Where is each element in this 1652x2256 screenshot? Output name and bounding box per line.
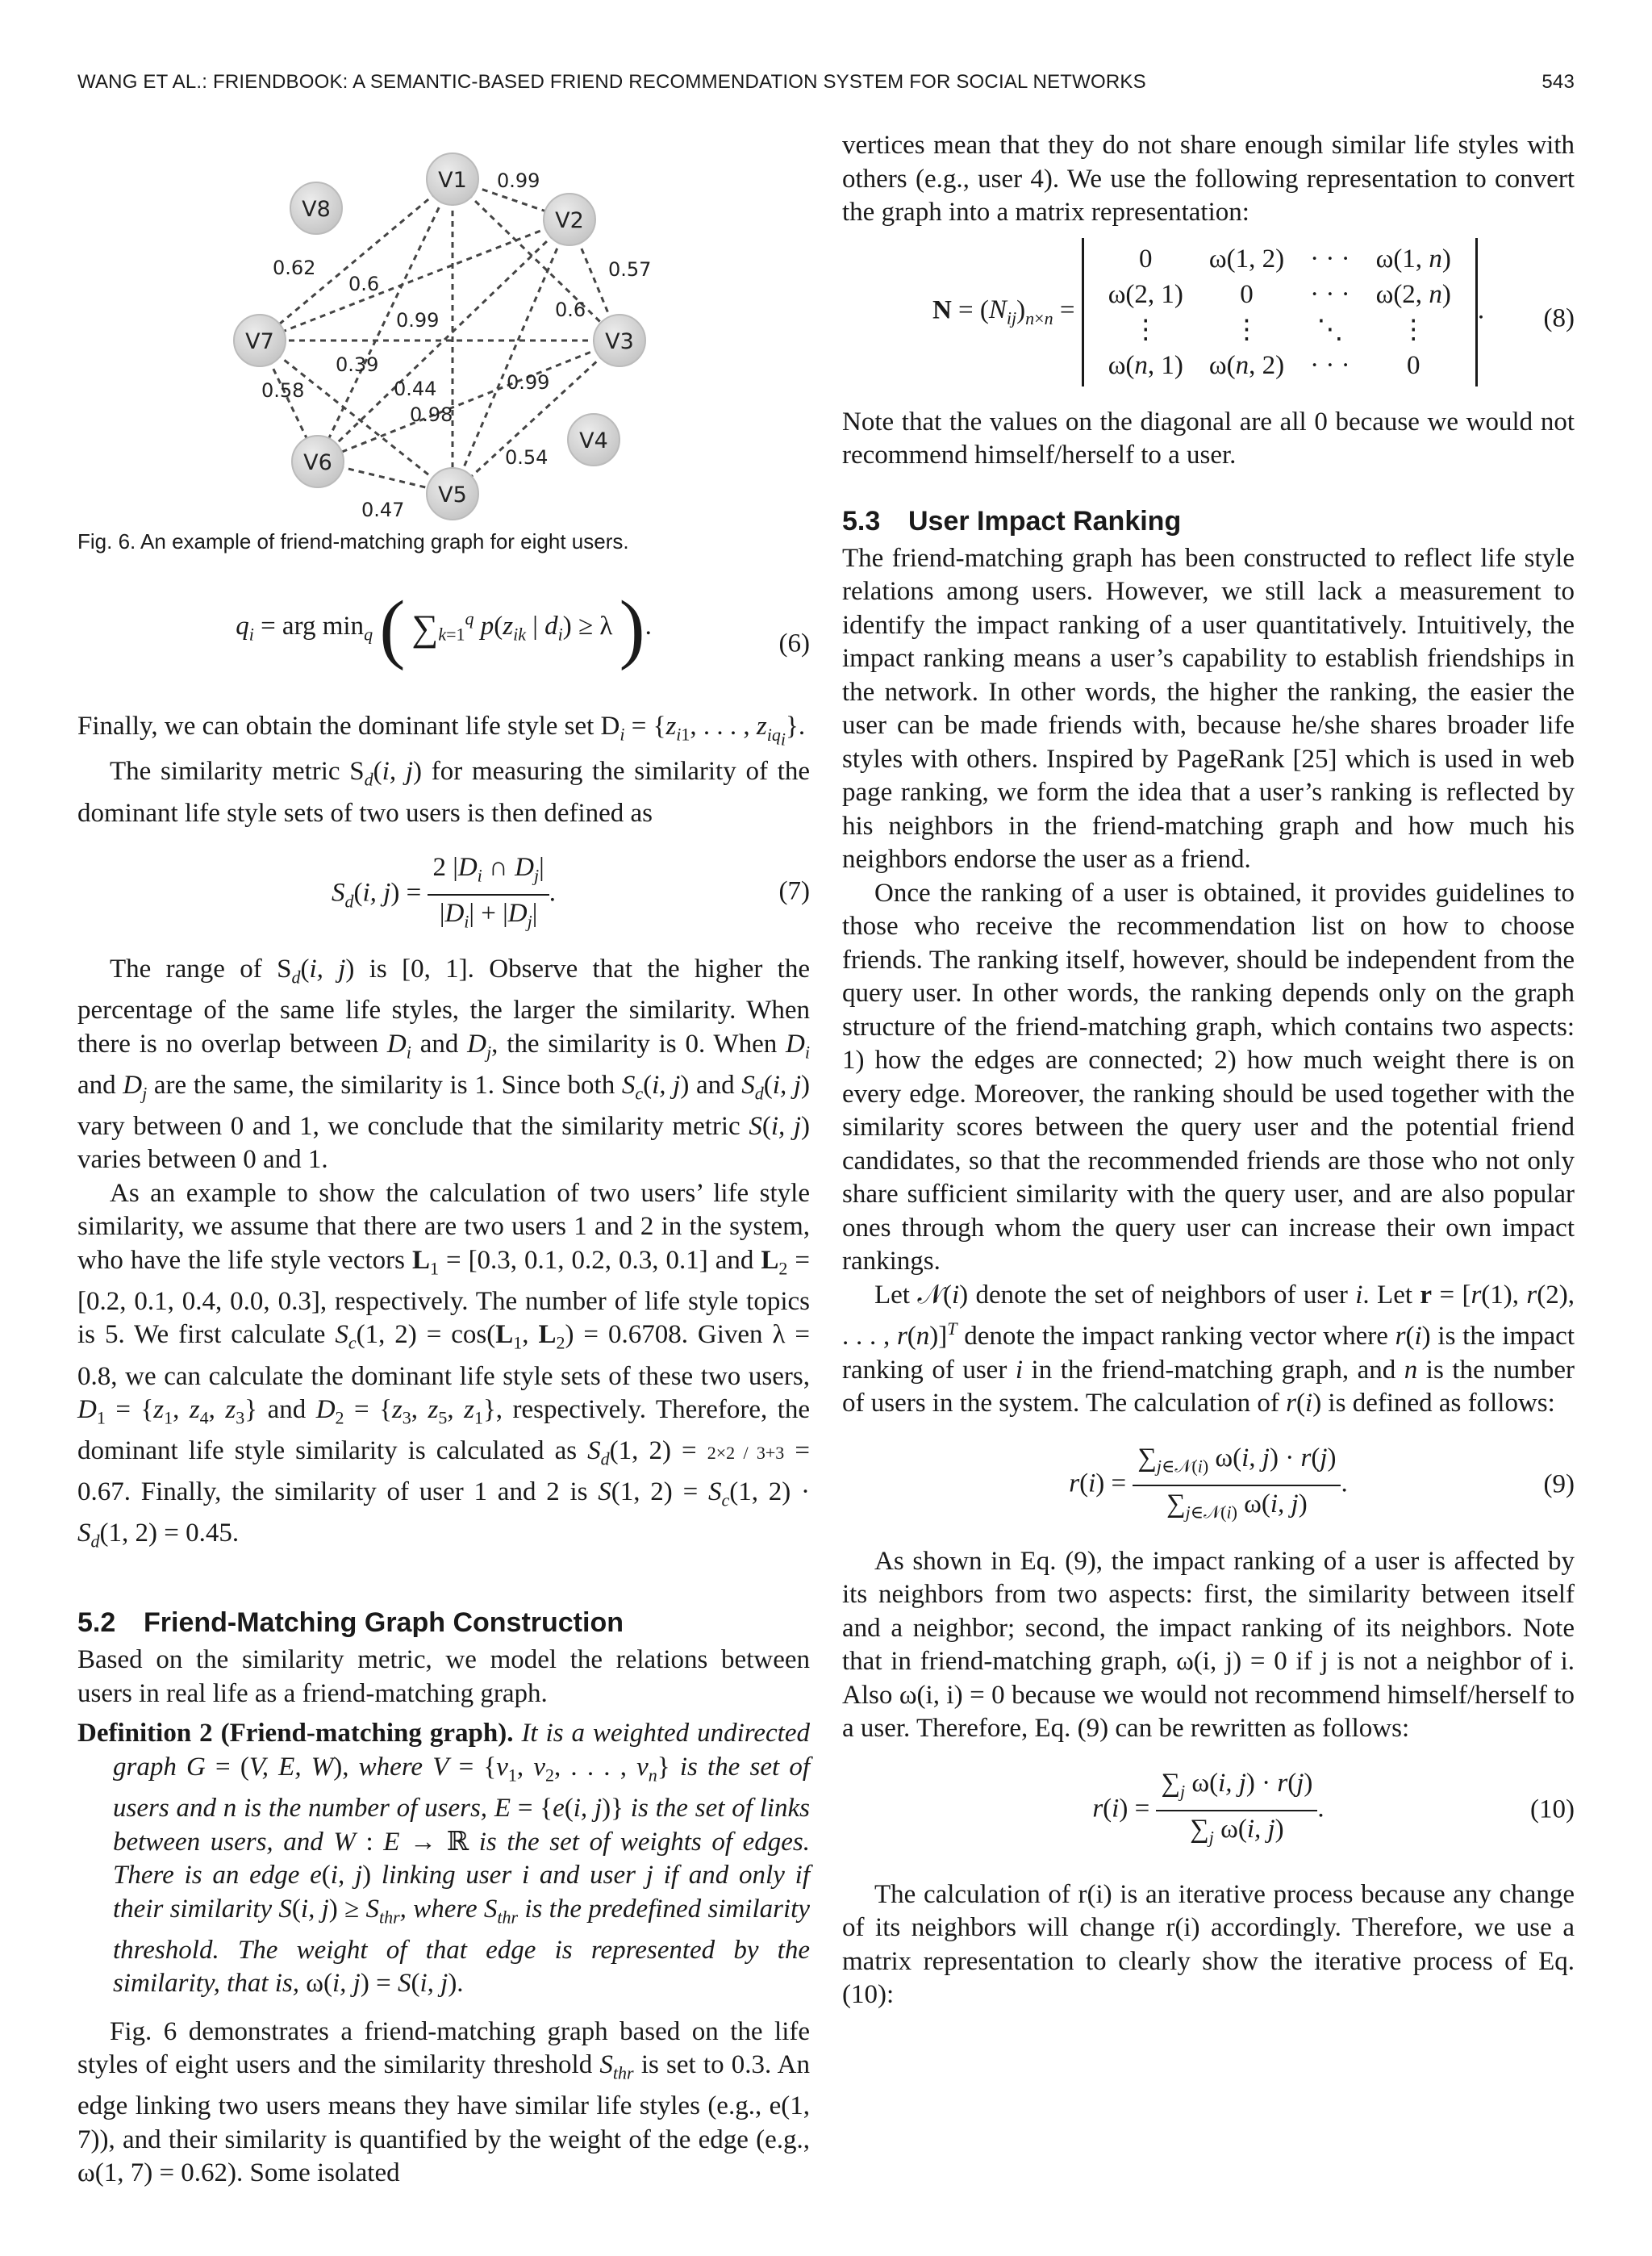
matrix-n: 0 ω(1, 2) · · · ω(1, n) ω(2, 1) 0 · · · ω(2, n) ⋮ ⋮ ⋱ ⋮ ω(n, 1) ω(n, 2) · · · 0 — [1082, 238, 1478, 386]
node-v4 — [568, 414, 620, 466]
paragraph: As an example to show the calculation of two users’ life style similarity, we assume that there are two users 1 and 2 in the system, who have the life style vectors $L_1 = [0.3$, 0.1, 0.2, 0.3, 0.1] and $L_2 = [0.2$, 0.1, 0.4, 0.0, 0.3], respectively. The number of life style topics is 5. We first calculate $S_c(1$, $2) = \cos(L_1$, $L_2) = 0.6708$. Given λ = 0.8, we can calculate the dominant life style sets of these two users, $D_1 = \{z_1$, $z_4$, $z_3$} and $D_2 = \{z_3$, $z_5$, $z_1$}, respectively. Therefore, the dominant life style similarity is calculated as $S_d(1$, 2) = 2×2 / 3+3 = 0.67. Finally, the similarity of user 1 and 2 is S(1, $2) = S_c(1$, $2) \cdot S_d(1$, 2) = 0.45. — [77, 1178, 811, 1552]
edge-label: 0.62 — [273, 257, 316, 279]
node-label-v6: V6 — [303, 450, 332, 475]
node-v6 — [292, 436, 344, 487]
equation-number: (9) — [1543, 1468, 1575, 1498]
equation-6: $q_i$ = arg $\min_q$ ( $\sum_{k=1}^q$ $p(z_{ik}$ | $d_i) \ge \lambda$ ). (6) — [236, 584, 810, 671]
running-title: WANG ET AL.: FRIENDBOOK: A SEMANTIC-BASED FRIEND RECOMMENDATION SYSTEM FOR SOCIAL NETWORKS — [77, 71, 1146, 93]
section-heading-5-2: 5.2 Friend-Matching Graph Construction — [77, 1607, 624, 1639]
edge-label: 0.58 — [261, 379, 305, 402]
node-label-v4: V4 — [579, 428, 608, 453]
figure-caption: Fig. 6. An example of friend-matching graph for eight users. — [77, 529, 629, 554]
paragraph: The similarity metric $S_d(i$, j) for measuring the similarity of the dominant life style sets of two users is then defined as — [77, 757, 811, 828]
paragraph: As shown in Eq. (9), the impact ranking of a user is affected by its neighbors from two aspects: first, the similarity between itself and a neighbor; second, the impact ranking of its neighbors. Note that in friend-matching graph, ω(i, j) = 0 if j is not a neighbor of i. Also ω(i, i) = 0 because we would not recommend himself/herself to a user. Therefore, Eq. (9) can be rewritten as follows: — [842, 1546, 1575, 1743]
right-column — [842, 129, 1575, 2012]
node-label-v7: V7 — [245, 329, 274, 354]
left-column — [77, 129, 810, 2191]
equation-number: (8) — [1543, 303, 1575, 332]
node-label-v8: V8 — [302, 197, 331, 222]
equation-8: $N = (N_{ij})_{n\times n}$ = 0 ω(1, 2) · · · ω(1, n) ω(2, 1) 0 · · · ω(2, n) ⋮ ⋮ ⋱ ⋮ ω(n, 1) ω(n, 2) · · · 0 . (8) — [842, 238, 1575, 399]
paragraph: Note that the values on the diagonal are all 0 because we would not recommend himself/herself to a user. — [842, 407, 1575, 470]
edge-label: 0.44 — [394, 378, 437, 400]
edge-label: 0.54 — [505, 446, 549, 469]
node-label-v1: V1 — [438, 168, 467, 193]
edge-label: 0.99 — [507, 371, 550, 394]
paragraph: The friend-matching graph has been constructed to reflect life style relations among users. However, we still lack a measurement to identify the impact ranking of a user quantitatively. Intuitively, the impact ranking means a user’s capability to establish friendships in the network. In other words, the higher the ranking, the easier the user can be made friends with, because he/she shares broader life styles with others. Inspired by PageRank [25] which is used in web page ranking, we form the idea that a user’s ranking is reflected by his neighbors in the friend-matching graph and how much his neighbors endorse the user as a friend. — [842, 543, 1575, 874]
edge-label: 0.99 — [497, 169, 540, 192]
equation-9: r(i) = $\frac{\sum_{j\in 𝒩(i)} \omega(i, j) \cdot r(j)}{\sum_{j\in 𝒩(i)} \omega(i, j)}$ . (9) — [1069, 1443, 1575, 1523]
edge-label: 0.6 — [555, 299, 586, 321]
equation-7: $S_d(i$, j) = $\frac{2 |D_i \cap D_j|}{|D_i| + |D_j|}$ . (7) — [332, 853, 810, 932]
edge-label: 0.47 — [361, 499, 405, 521]
edge-label: 0.57 — [608, 258, 652, 281]
page-number: 543 — [1541, 71, 1575, 93]
equation-10: r(i) = $\frac{\sum_j \omega(i, j) \cdot r(j)}{\sum_j \omega(i, j)}$ . (10) — [1092, 1768, 1575, 1848]
paragraph: The calculation of r(i) is an iterative process because any change of its neighbors will change r(i) accordingly. Therefore, we use a matrix representation to clearly show the iterative process of Eq. (10): — [842, 1879, 1575, 2009]
equation-number: (7) — [778, 876, 810, 906]
paragraph: Fig. 6 demonstrates a friend-matching graph based on the life styles of eight users and the similarity threshold $S_{thr}$ is set to 0.3. An edge linking two users means they have similar life styles (e.g., e(1, 7)), and their similarity is quantified by the weight of the edge (e.g., ω(1, 7) = 0.62). Some isolated — [77, 2016, 811, 2188]
node-v1 — [427, 153, 478, 205]
node-v7 — [234, 315, 286, 366]
node-v3 — [594, 315, 645, 366]
node-v8 — [290, 182, 342, 234]
graph-svg — [77, 129, 810, 524]
paragraph: Based on the similarity metric, we model the relations between users in real life as a friend-matching graph. — [77, 1645, 810, 1708]
paragraph: vertices mean that they do not share enough similar life styles with others (e.g., user 4). We use the following representation to convert the graph into a matrix representation: — [842, 131, 1575, 227]
edge-label: 0.6 — [348, 273, 380, 295]
edge-label: 0.39 — [336, 353, 379, 376]
equation-number: (6) — [778, 629, 810, 658]
definition-2: Definition 2 (Friend-matching graph). It is a weighted undirected graph G = (V, E, W), where $V = \{v_1$, $v_2$, . . . , $v_n$} is the set of users and n is the number of users, E = {e(i, j)} is the set of links between users, and W : E → ℝ is the set of weights of edges. There is an edge e(i, j) linking user i and user j if and only if their similarity S(i, $j) \ge S_{thr}$, where $S_{thr}$ is the predefined similarity threshold. The weight of that edge is represented by the similarity, that is, ω(i, j) = S(i, j). — [77, 1719, 810, 1999]
edge-label: 0.99 — [396, 309, 440, 332]
node-label-v2: V2 — [555, 208, 584, 233]
node-label-v3: V3 — [605, 329, 634, 354]
paragraph: The range of $S_d(i$, j) is [0, 1]. Observe that the higher the percentage of the same life styles, the larger the similarity. When there is no overlap between $D_i$ and $D_j$, the similarity is 0. When $D_i$ and $D_j$ are the same, the similarity is 1. Since both $S_c(i$, j) and $S_d(i$, j) vary between 0 and 1, we conclude that the similarity metric S(i, j) varies between 0 and 1. — [77, 955, 811, 1175]
edge-label: 0.98 — [410, 403, 453, 426]
paragraph: Finally, we can obtain the dominant life style set $D_i = \{z_{i1}$, . . . , $z_{iq_i}$}. — [77, 712, 806, 749]
edge-1-3 — [453, 179, 620, 340]
equation-number: (10) — [1530, 1794, 1575, 1824]
node-v5 — [427, 468, 478, 520]
running-header — [77, 71, 1575, 103]
paragraph: Let 𝒩(i) denote the set of neighbors of user i. Let r = [r(1), r(2), . . . , r(n)]$^T$ denote the impact ranking vector where r(i) is the impact ranking of user i in the friend-matching graph, and n is the number of users in the system. The calculation of r(i) is defined as follows: — [842, 1280, 1575, 1418]
friend-matching-graph-figure — [77, 129, 810, 524]
node-v2 — [544, 194, 595, 245]
node-label-v5: V5 — [438, 483, 467, 508]
section-heading-5-3: 5.3 User Impact Ranking — [842, 505, 1182, 537]
paragraph: Once the ranking of a user is obtained, it provides guidelines to those who receive the recommendation list on how to choose friends. The ranking itself, however, should be independent from the query user. In other words, the ranking depends only on the graph structure of the friend-matching graph, which contains two aspects: 1) how the edges are connected; 2) how much weight there is on every edge. Moreover, the ranking should be used together with the similarity scores between the query user and the potential friend candidates, so that the recommended friends are those who not only share sufficient similarity with the query user, and are also popular ones through whom the query user can increase their own impact rankings. — [842, 878, 1575, 1276]
